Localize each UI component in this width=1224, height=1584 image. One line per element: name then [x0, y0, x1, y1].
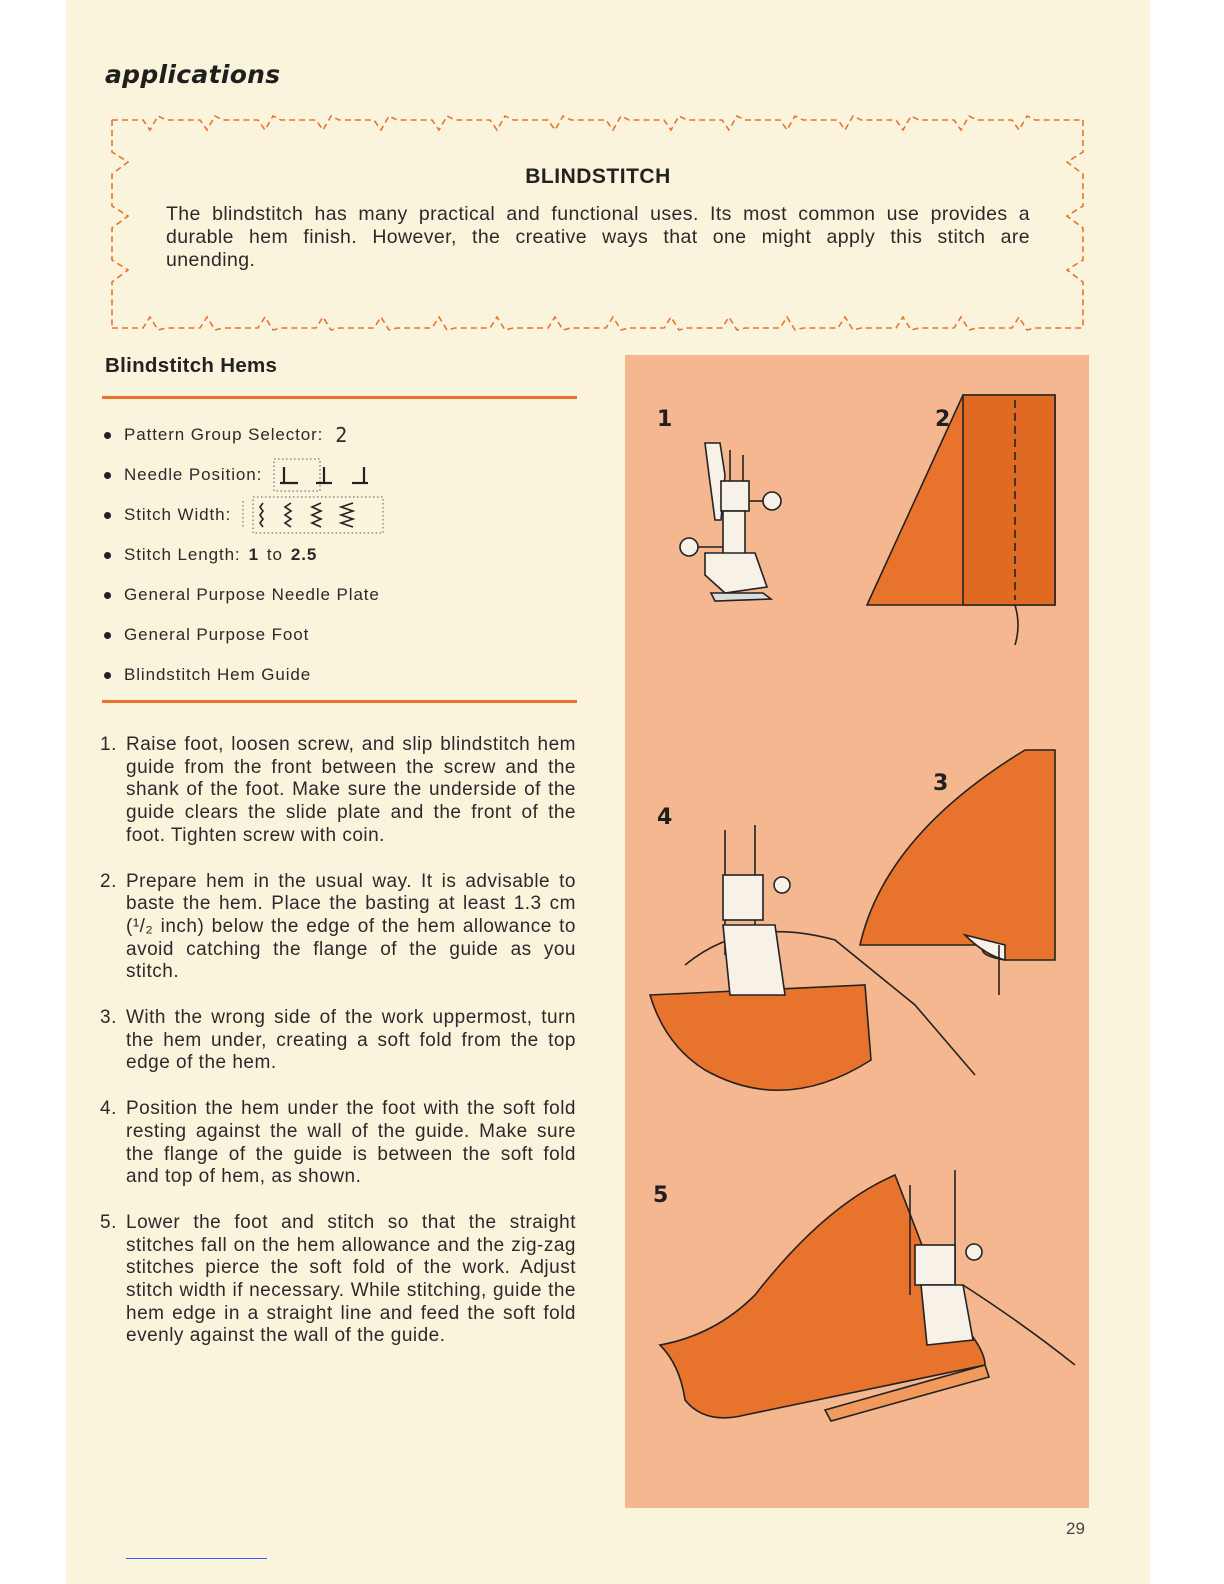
- step-item: [100, 1098, 576, 1189]
- step-item: [100, 1212, 576, 1348]
- step-text: Position the hem under the foot with the soft fold resting against the wall of the guide. Make sure the flange of the guide is between the soft fold and top of hem, as shown.: [126, 1098, 576, 1188]
- steps-list: [100, 734, 576, 1371]
- step-text: Raise foot, loosen screw, and slip blindstitch hem guide from the front between the screw and the shank of the foot. Make sure the underside of the guide clears the slide plate and the front of the foot. Tighten screw with coin.: [126, 734, 576, 846]
- bullet-icon: [104, 672, 111, 679]
- setting-label: Blindstitch Hem Guide: [124, 665, 312, 684]
- presser-foot-guide-illustration: [680, 443, 781, 601]
- footer-link-underline[interactable]: [126, 1558, 267, 1559]
- folded-hem-illustration: [867, 395, 1055, 645]
- figure-number: 1: [657, 407, 673, 432]
- needle-position-icons: [272, 457, 382, 493]
- setting-foot: [104, 615, 574, 655]
- stitch-width-icons: [239, 495, 387, 535]
- setting-needle-position: [104, 455, 574, 495]
- step-number: 4.: [100, 1098, 117, 1120]
- box-title: BLINDSTITCH: [525, 165, 671, 188]
- figure-number: 5: [653, 1183, 669, 1208]
- bullet-icon: [104, 632, 111, 639]
- bullet-icon: [104, 592, 111, 599]
- figure-number: 2: [935, 407, 951, 432]
- subsection-title: Blindstitch Hems: [105, 354, 278, 377]
- setting-label: Needle Position:: [124, 465, 263, 484]
- illustrations: [625, 355, 1089, 1508]
- step-number: 3.: [100, 1007, 117, 1029]
- setting-hem-guide: [104, 655, 574, 695]
- figure-number: 4: [657, 805, 673, 830]
- setting-label: General Purpose Needle Plate: [124, 585, 380, 604]
- setting-pattern-group: [104, 415, 574, 455]
- stitching-illustration: [660, 1170, 1075, 1421]
- step-text: Prepare hem in the usual way. It is advisable to baste the hem. Place the basting at least 1.3 cm (¹/₂ inch) below the edge of the hem allowance to avoid catching the flange of the guide as you stitch.: [126, 870, 576, 983]
- stitch-length-max: 2.5: [290, 545, 318, 564]
- bullet-icon: [104, 552, 111, 559]
- step-number: 2.: [100, 870, 117, 892]
- bullet-icon: [104, 432, 111, 439]
- bullet-icon: [104, 472, 111, 479]
- stitch-length-sep: to: [266, 545, 283, 564]
- step-number: 5.: [100, 1211, 117, 1233]
- step-item: [100, 734, 576, 848]
- setting-stitch-width: [104, 495, 574, 535]
- setting-label: General Purpose Foot: [124, 625, 310, 644]
- page-number: 29: [1066, 1519, 1085, 1538]
- stitch-length-min: 1: [248, 545, 259, 564]
- bullet-icon: [104, 512, 111, 519]
- step-text: Lower the foot and stitch so that the straight stitches fall on the hem allowance and the zig-zag stitches pierce the soft fold of the work. Adjust stitch width if necessary. While stitching, guide the hem edge in a straight line and feed the soft fold evenly against the wall of the guide.: [126, 1211, 576, 1347]
- step-text: With the wrong side of the work uppermost, turn the hem under, creating a soft fold from the top edge of the hem.: [126, 1007, 576, 1074]
- step-number: 1.: [100, 734, 117, 755]
- illustration-panel: [625, 355, 1089, 1508]
- settings-list: [104, 415, 574, 695]
- accent-rule-top: [102, 396, 577, 399]
- section-heading: applications: [105, 60, 281, 89]
- setting-label: Stitch Length:: [124, 545, 241, 564]
- pattern-group-value: 2: [335, 423, 349, 447]
- box-body-text: The blindstitch has many practical and functional uses. Its most common use provides a durable hem finish. However, the creative ways that one might apply this stitch are unending.: [166, 203, 1030, 271]
- figure-number: 3: [933, 771, 949, 796]
- setting-needle-plate: [104, 575, 574, 615]
- setting-label: Stitch Width:: [124, 505, 232, 524]
- step-item: [100, 871, 576, 985]
- step-item: [100, 1007, 576, 1075]
- setting-stitch-length: [104, 535, 574, 575]
- setting-label: Pattern Group Selector:: [124, 425, 324, 444]
- accent-rule-bottom: [102, 700, 577, 703]
- soft-fold-illustration: [860, 750, 1055, 995]
